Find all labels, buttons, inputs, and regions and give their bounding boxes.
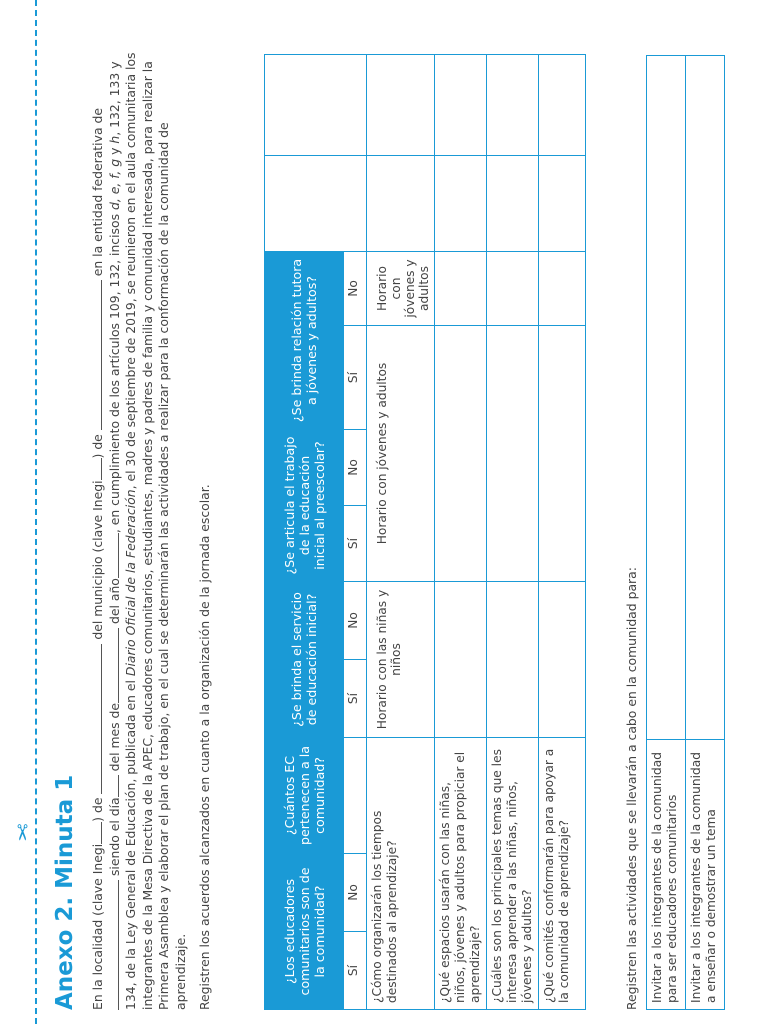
scissors-icon: ✂ bbox=[8, 823, 34, 842]
header-articula: ¿Se articula el trabajo de la educación inicial al preescolar? bbox=[265, 430, 344, 582]
instruction-acuerdos: Registren los acuerdos alcanzados en cuanto a la organización de la jornada escolar. bbox=[197, 484, 212, 1010]
horario-jovenes-b: Horario con jóvenes y adultos bbox=[367, 251, 435, 325]
answer-cell[interactable] bbox=[487, 54, 539, 155]
intro-paragraph: En la localidad (clave Inegi) de del municipio (clave Inegi) de en la entidad federativa de siendo el día del mes de del año, en cumplimiento de los artículos 109, 132, incisos d, e, f, g y h, 132, 133 y 134, de la Ley General de Educación, publicada en el Diario Oficial de la Federación, el 30 de septiembre de 2019, se reunieron en el aula comunitaria los integrantes de la Mesa Directiva de la APEC, educadores comunitarios, estudiantes, madres y padres de familia y comunidad interesada, para realizar la Primera Asamblea y elaborar el plan de trabajo, en el cual se determinarán las actividades a realizar para la conformación de la comunidad de aprendizaje. bbox=[90, 52, 188, 1010]
page-title: Anexo 2. Minuta 1 bbox=[52, 774, 78, 1010]
activity-answer[interactable] bbox=[686, 56, 725, 740]
answer-cell[interactable] bbox=[539, 326, 586, 582]
answer-cell[interactable] bbox=[367, 54, 435, 155]
no-label: No bbox=[344, 430, 367, 506]
no-label: No bbox=[344, 582, 367, 660]
empty-cell[interactable] bbox=[265, 54, 367, 155]
yes-label: Sí bbox=[344, 660, 367, 738]
answer-cell[interactable] bbox=[539, 251, 586, 325]
no-label: No bbox=[344, 251, 367, 325]
answer-cell[interactable] bbox=[487, 326, 539, 582]
actividades-table bbox=[646, 55, 725, 1010]
instruction-actividades: Registren las actividades que se llevarán a cabo en la comunidad para: bbox=[624, 567, 639, 1010]
activity-educadores: Invitar a los integrantes de la comunidad para ser educadores comunitarios bbox=[647, 740, 686, 1010]
answer-cell[interactable] bbox=[435, 251, 487, 325]
header-educadores: ¿Los educadores comunitarios son de la comunidad? bbox=[265, 854, 344, 1010]
question-temas: ¿Cuáles son los principales temas que les interesa aprender a las niñas, niños, jóvenes y adultos? bbox=[487, 738, 539, 1010]
header-cuantos-ec: ¿Cuántos EC pertenecen a la comunidad? bbox=[265, 738, 344, 854]
yes-label: Sí bbox=[344, 932, 367, 1010]
answer-cell[interactable] bbox=[539, 582, 586, 738]
yes-label: Sí bbox=[344, 326, 367, 430]
answer-cell[interactable] bbox=[435, 155, 487, 251]
yes-label: Sí bbox=[344, 506, 367, 582]
answer-cell[interactable] bbox=[487, 251, 539, 325]
empty-cell[interactable] bbox=[265, 155, 367, 251]
answer-cell[interactable] bbox=[487, 582, 539, 738]
activity-ensenar: Invitar a los integrantes de la comunidad a enseñar o demostrar un tema bbox=[686, 740, 725, 1010]
question-espacios: ¿Qué espacios usarán con las niñas, niños, jóvenes y adultos para propiciar el aprendizaje? bbox=[435, 738, 487, 1010]
answer-cell[interactable] bbox=[435, 582, 487, 738]
cuantos-answer[interactable] bbox=[344, 738, 367, 854]
activity-answer[interactable] bbox=[647, 56, 686, 740]
horario-ninos: Horario con las niñas y niños bbox=[367, 582, 435, 738]
acuerdos-table bbox=[264, 54, 586, 1010]
question-tiempos: ¿Cómo organizarán los tiempos destinados al aprendizaje? bbox=[367, 738, 435, 1010]
horario-jovenes-a: Horario con jóvenes y adultos bbox=[367, 326, 435, 582]
no-label: No bbox=[344, 854, 367, 932]
cut-line bbox=[35, 0, 37, 1024]
header-educacion-inicial: ¿Se brinda el servicio de educación inicial? bbox=[265, 582, 344, 738]
answer-cell[interactable] bbox=[435, 326, 487, 582]
answer-cell[interactable] bbox=[435, 54, 487, 155]
answer-cell[interactable] bbox=[367, 155, 435, 251]
answer-cell[interactable] bbox=[487, 155, 539, 251]
answer-cell[interactable] bbox=[539, 54, 586, 155]
rotated-page bbox=[50, 50, 768, 1010]
answer-cell[interactable] bbox=[539, 155, 586, 251]
header-relacion-tutora: ¿Se brinda relación tutora a jóvenes y adultos? bbox=[265, 251, 344, 429]
question-comites: ¿Qué comités conformarán para apoyar a la comunidad de aprendizaje? bbox=[539, 738, 586, 1010]
